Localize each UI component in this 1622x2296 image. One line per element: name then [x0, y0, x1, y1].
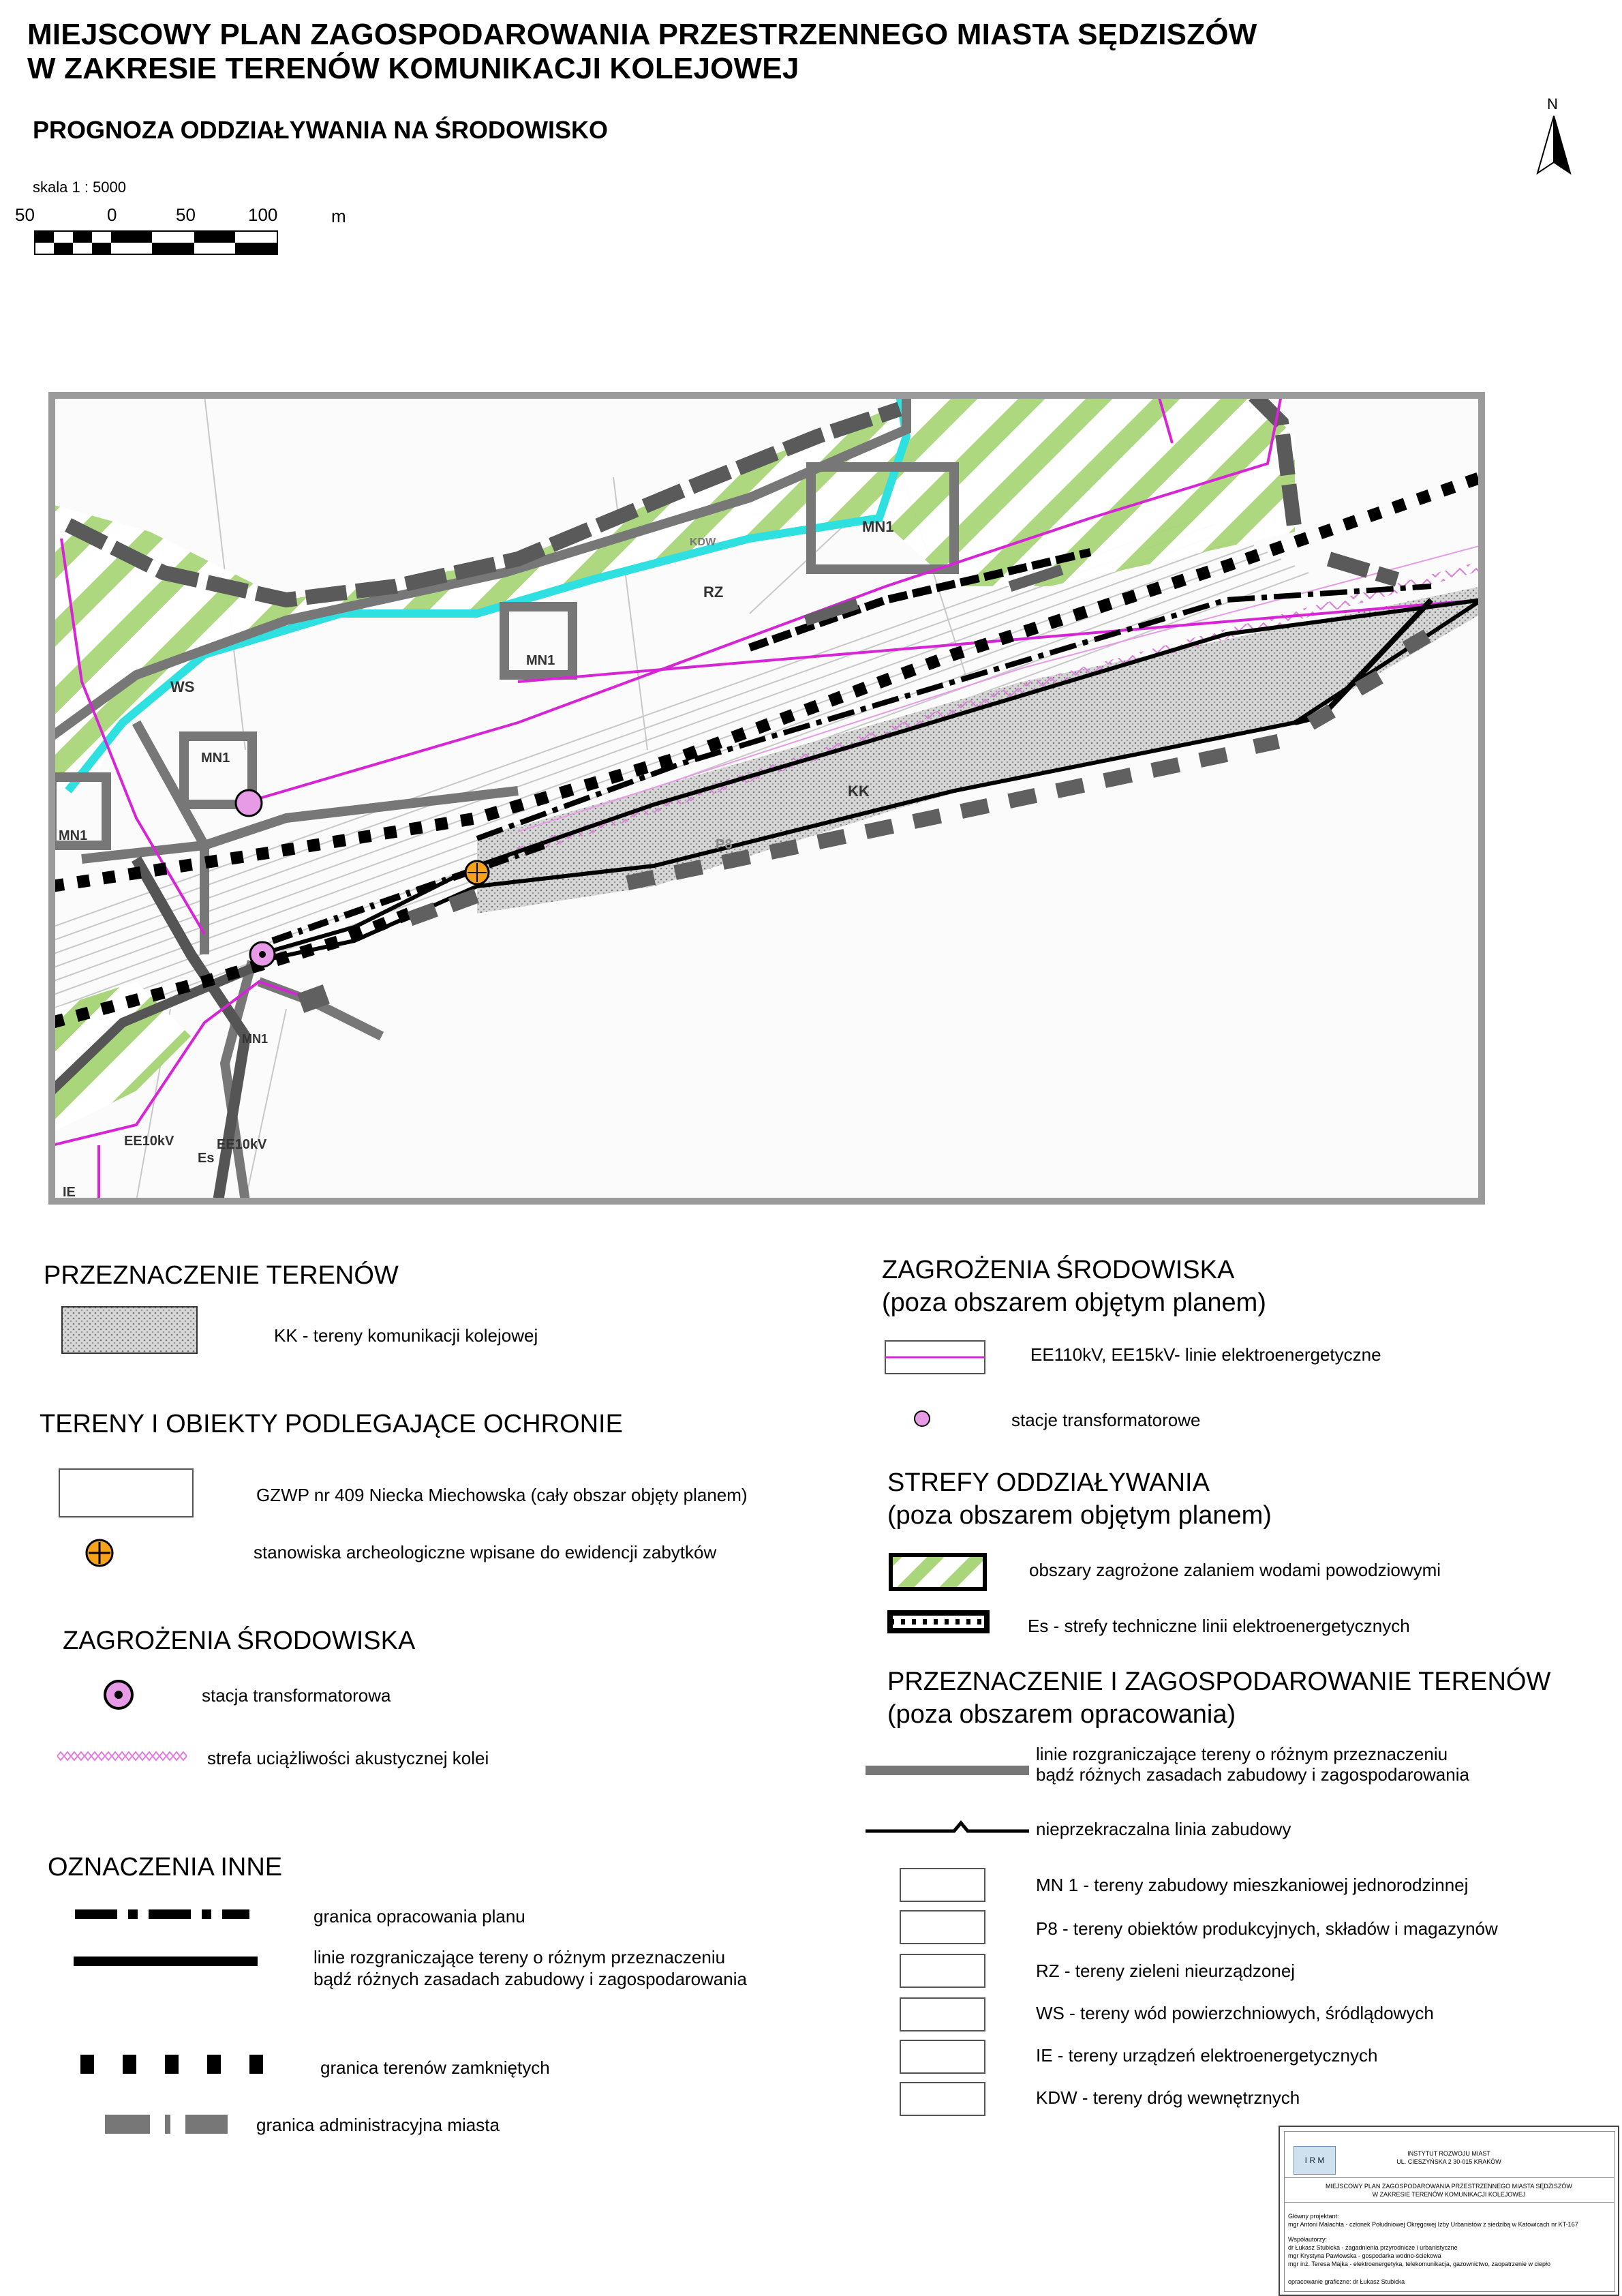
legend-granica-text: granica opracowania planu	[313, 1906, 525, 1927]
admin-boundary-swatch	[105, 2115, 228, 2134]
scale-unit: m	[331, 206, 346, 226]
map-label-mn1-d: MN1	[59, 828, 88, 843]
legend-inne-title: OZNACZENIA INNE	[48, 1853, 283, 1882]
legend-admin-text: granica administracyjna miasta	[256, 2115, 500, 2135]
legend-linie-text-2: bądź różnych zasadach zabudowy i zagospodarowania	[313, 1969, 747, 1989]
legend-ee-text: EE110kV, EE15kV- linie elektroenergetyczne	[1030, 1344, 1381, 1365]
plan-title-line2: W ZAKRESIE TERENÓW KOMUNIKACJI KOLEJOWEJ	[27, 52, 799, 85]
legend-zagrozenia-poza-title1: ZAGROŻENIA ŚRODOWISKA	[882, 1256, 1235, 1284]
legend-nieprzekr-text: nieprzekraczalna linia zabudowy	[1036, 1819, 1291, 1839]
building-line-swatch	[866, 1816, 1029, 1835]
legend-zalanie-text: obszary zagrożone zalaniem wodami powodziowymi	[1029, 1560, 1441, 1580]
map-label-ee10: EE10kV	[124, 1134, 174, 1149]
irm-logo: I R M	[1294, 2146, 1336, 2175]
gray-dividing-line-swatch	[866, 1766, 1029, 1775]
tb-inst1: INSTYTUT ROZWOJU MIAST	[1407, 2150, 1490, 2157]
legend-zagospodarowanie-title1: PRZEZNACZENIE I ZAGOSPODAROWANIE TERENÓW	[887, 1667, 1551, 1696]
scale-label: skala 1 : 5000	[33, 179, 126, 196]
legend-linie-text-1: linie rozgraniczające tereny o różnym przeznaczeniu	[313, 1947, 726, 1967]
scale-tick-0: 0	[107, 205, 117, 225]
legend-gzwp-text: GZWP nr 409 Niecka Miechowska (cały obszar objęty planem)	[256, 1485, 748, 1505]
title-block	[1279, 2126, 1619, 2296]
es-zone-swatch	[887, 1610, 990, 1633]
acoustic-zone-swatch	[57, 1748, 187, 1764]
scale-bar	[34, 230, 279, 255]
dividing-line-swatch	[74, 1957, 258, 1966]
legend-zagrozenia-title: ZAGROŻENIA ŚRODOWISKA	[63, 1627, 416, 1655]
tb-gp: mgr Antoni Malachta - członek Południowej Okręgowej Izby Urbanistów z siedzibą w Katowicach nr KT-167	[1288, 2221, 1578, 2228]
legend-strefy-title2: (poza obszarem objętym planem)	[887, 1501, 1272, 1530]
legend-ie-swatch	[900, 2040, 985, 2074]
map-label-ie: IE	[63, 1185, 76, 1200]
plan-subtitle: PROGNOZA ODDZIAŁYWANIA NA ŚRODOWISKO	[33, 116, 608, 144]
map-label-rz: RZ	[703, 584, 724, 601]
legend-mn1-text: MN 1 - tereny zabudowy mieszkaniowej jednorodzinnej	[1036, 1875, 1469, 1895]
scale-tick-50: 50	[176, 205, 196, 225]
legend-kdw-swatch	[900, 2082, 985, 2116]
legend-stacja-text: stacja transformatorowa	[202, 1685, 391, 1706]
tb-plan2: W ZAKRESIE TERENÓW KOMUNIKACJI KOLEJOWEJ	[1372, 2191, 1526, 2198]
legend-gzwp-swatch	[59, 1468, 194, 1517]
plan-map[interactable]	[0, 341, 1622, 1227]
legend-ws-swatch	[900, 1997, 985, 2031]
transformer-stations-icon	[912, 1408, 932, 1429]
map-label-p8: P8	[716, 837, 733, 852]
legend-ie-text: IE - tereny urządzeń elektroenergetycznych	[1036, 2045, 1378, 2066]
tb-wsp2: mgr Krystyna Pawłowska - gospodarka wodno-ściekowa	[1288, 2252, 1441, 2259]
legend-zamkniete-text: granica terenów zamkniętych	[320, 2057, 550, 2078]
map-label-mn1-b: MN1	[526, 653, 555, 668]
scale-tick-100: 100	[248, 205, 278, 225]
plan-title-line1: MIEJSCOWY PLAN ZAGOSPODAROWANIA PRZESTRZENNEGO MIASTA SĘDZISZÓW	[27, 18, 1257, 51]
scale-tick-50-left: 50	[15, 205, 35, 225]
tb-graf: opracowanie graficzne: dr Łukasz Stubicka	[1288, 2278, 1405, 2285]
flood-area-swatch	[889, 1553, 987, 1591]
archaeology-site-icon	[85, 1538, 114, 1568]
legend-kk-swatch	[61, 1306, 198, 1354]
legend-es-text: Es - strefy techniczne linii elektroenergetycznych	[1028, 1616, 1410, 1636]
legend-zag-linie-text-1: linie rozgraniczające tereny o różnym przeznaczeniu	[1036, 1744, 1448, 1764]
legend-rz-swatch	[900, 1954, 985, 1988]
legend-ws-text: WS - tereny wód powierzchniowych, śródlądowych	[1036, 2003, 1434, 2023]
tb-wsp-label: Współautorzy:	[1288, 2236, 1328, 2243]
map-label-mn1-c: MN1	[201, 751, 230, 766]
legend-kk-text: KK - tereny komunikacji kolejowej	[274, 1325, 538, 1346]
legend-zagospodarowanie-title2: (poza obszarem opracowania)	[887, 1700, 1236, 1729]
map-label-kdw: KDW	[690, 537, 716, 548]
map-label-mn1-e: MN1	[242, 1032, 269, 1046]
map-label-ee10b: EE10kV	[217, 1137, 267, 1152]
legend-ochrona-title: TERENY I OBIEKTY PODLEGAJĄCE OCHRONIE	[40, 1410, 623, 1438]
legend-rz-text: RZ - tereny zieleni nieurządzonej	[1036, 1961, 1296, 1981]
tb-plan1: MIEJSCOWY PLAN ZAGOSPODAROWANIA PRZESTRZENNEGO MIASTA SĘDZISZÓW	[1326, 2183, 1572, 2190]
legend-mn1-swatch	[900, 1868, 985, 1902]
map-label-ws: WS	[170, 678, 195, 695]
legend-zag-linie-text-2: bądź różnych zasadach zabudowy i zagospodarowania	[1036, 1764, 1469, 1785]
legend-strefy-title1: STREFY ODDZIAŁYWANIA	[887, 1468, 1210, 1497]
transformer-station-icon	[102, 1678, 135, 1711]
legend-akust-text: strefa uciążliwości akustycznej kolei	[207, 1748, 489, 1768]
plan-boundary-swatch	[74, 1907, 251, 1921]
legend-przeznaczenie-title: PRZEZNACZENIE TERENÓW	[44, 1261, 399, 1290]
legend-zagrozenia-poza-title2: (poza obszarem objętym planem)	[882, 1288, 1266, 1317]
tb-inst2: UL. CIESZYŃSKA 2 30-015 KRAKÓW	[1396, 2158, 1501, 2165]
tb-wsp1: dr Łukasz Stubicka - zagadnienia przyrodnicze i urbanistyczne	[1288, 2244, 1458, 2251]
north-arrow-icon	[1533, 115, 1574, 176]
legend-p8-text: P8 - tereny obiektów produkcyjnych, składów i magazynów	[1036, 1918, 1498, 1939]
closed-areas-boundary-swatch	[80, 2055, 271, 2074]
map-label-kk: KK	[848, 783, 870, 800]
legend-arch-text: stanowiska archeologiczne wpisane do ewidencji zabytków	[254, 1542, 717, 1562]
legend-stacje-text: stacje transformatorowe	[1011, 1410, 1201, 1430]
map-label-es: Es	[198, 1151, 215, 1166]
tb-gp-label: Główny projektant:	[1288, 2213, 1339, 2220]
legend-kdw-text: KDW - tereny dróg wewnętrznych	[1036, 2087, 1300, 2108]
north-label: N	[1547, 95, 1558, 112]
tb-wsp3: mgr inż. Teresa Majka - elektroenergetyka, telekomunikacja, gazownictwo, zaopatrzenie w ciepło	[1288, 2261, 1551, 2267]
ee-lines-swatch	[885, 1340, 985, 1374]
map-label-mn1-a: MN1	[862, 518, 894, 535]
legend-p8-swatch	[900, 1910, 985, 1944]
